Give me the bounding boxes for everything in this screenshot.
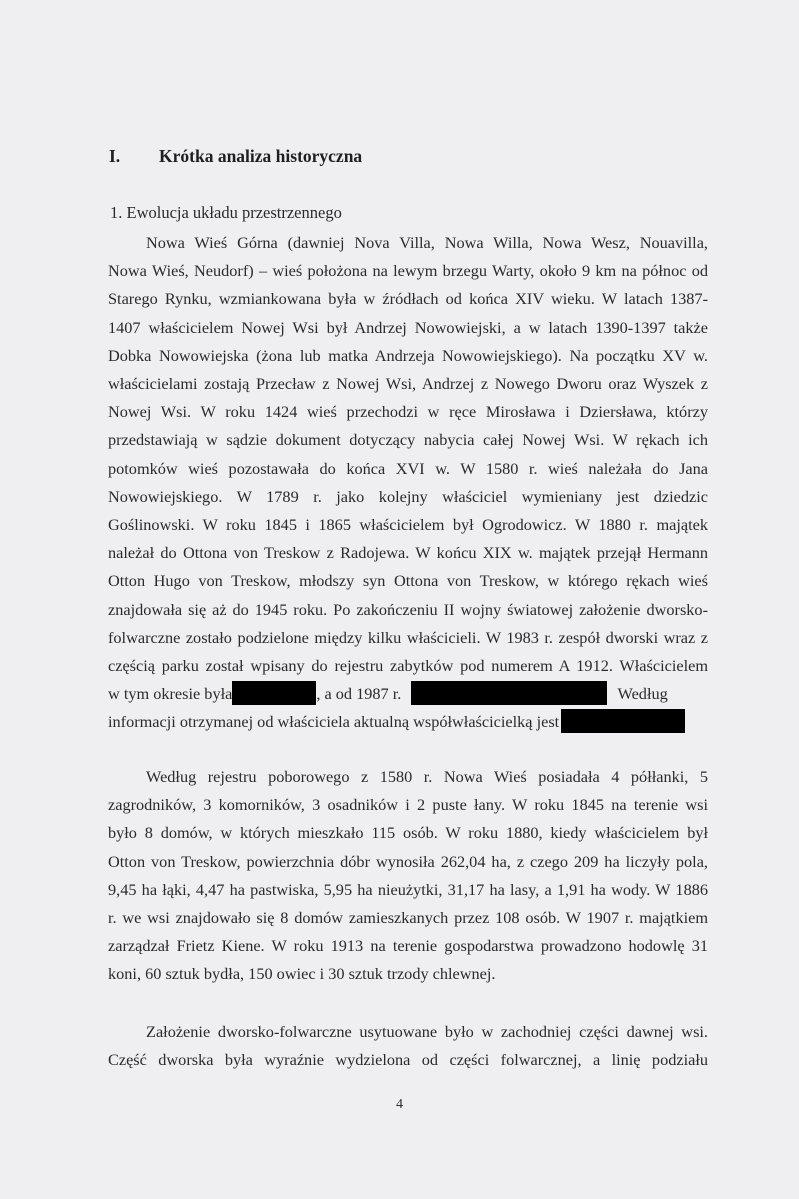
- text-line: Starego Rynku, wzmiankowana była w źródłach od końca XIV wieku. W latach 1387-: [108, 289, 708, 309]
- text-line: Nowej Wsi. W roku 1424 wieś przechodzi w ręce Mirosława i Dziersława, którzy: [108, 402, 708, 422]
- subsection-heading: 1. Ewolucja układu przestrzennego: [110, 203, 342, 222]
- redacted-line-2: [108, 708, 708, 736]
- text-fragment: informacji otrzymanej od właściciela aktualną współwłaścicielką jest: [108, 712, 560, 732]
- paragraph-2: [108, 763, 708, 989]
- section-number: I.: [109, 146, 121, 166]
- section-heading: [109, 146, 362, 167]
- text-line: r. we wsi znajdowało się 8 domów zamieszkanych przez 108 osób. W 1907 r. majątkiem: [108, 908, 708, 928]
- text-line: folwarczne zostało podzielone między kilku właścicieli. W 1983 r. zespół dworski wraz z: [108, 627, 708, 647]
- redaction-block: [561, 709, 685, 733]
- redaction-block: [411, 681, 607, 705]
- text-line: potomków wieś pozostawała do końca XVI w. W 1580 r. wieś należała do Jana: [108, 458, 708, 478]
- paragraph-1: [108, 229, 708, 737]
- text-line: częścią parku został wpisany do rejestru zabytków pod numerem A 1912. Właścicielem: [108, 656, 708, 676]
- redacted-line-1: [108, 680, 708, 708]
- text-line: Otton von Treskow, powierzchnia dóbr wynosiła 262,04 ha, z czego 209 ha liczyły pola,: [108, 851, 708, 871]
- text-line: zarządzał Frietz Kiene. W roku 1913 na terenie gospodarstwa prowadzono hodowlę 31: [108, 936, 708, 956]
- text-line: Nowowiejskiego. W 1789 r. jako kolejny właściciel wymieniany jest dziedzic: [108, 486, 708, 506]
- text-line: Dobka Nowowiejska (żona lub matka Andrzeja Nowowiejskiego). Na początku XV w.: [108, 345, 708, 365]
- section-title: Krótka analiza historyczna: [159, 146, 363, 166]
- text-line: przedstawiają w sądzie dokument dotyczący nabycia całej Nowej Wsi. W rękach ich: [108, 430, 708, 450]
- text-line: Nowa Wieś Górna (dawniej Nova Villa, Nowa Willa, Nowa Wesz, Nouavilla,: [146, 233, 708, 252]
- text-line: koni, 60 sztuk bydła, 150 owiec i 30 sztuk trzody chlewnej.: [108, 964, 496, 984]
- text-line: Nowa Wieś, Neudorf) – wieś położona na lewym brzegu Warty, około 9 km na północ od: [108, 261, 708, 281]
- paragraph-3: [108, 1018, 708, 1074]
- text-fragment: w tym okresie była: [108, 684, 233, 704]
- text-line: było 8 domów, w których mieszkało 115 osób. W roku 1880, kiedy właścicielem był: [108, 823, 708, 843]
- redaction-block: [232, 681, 316, 705]
- text-line: znajdowała się aż do 1945 roku. Po zakończeniu II wojny światowej założenie dworsko-: [108, 599, 708, 619]
- text-fragment: Według: [617, 684, 668, 704]
- text-line: właścicielami zostają Przecław z Nowej Wsi, Andrzej z Nowego Dworu oraz Wyszek z: [108, 374, 708, 394]
- text-line: 1407 właścicielem Nowej Wsi był Andrzej Nowowiejski, a w latach 1390-1397 także: [108, 317, 708, 337]
- text-line: Część dworska była wyraźnie wydzielona od części folwarcznej, a linię podziału: [108, 1050, 708, 1070]
- text-line: Goślinowski. W roku 1845 i 1865 właścicielem był Ogrodowicz. W 1880 r. majątek: [108, 515, 708, 535]
- text-line: 9,45 ha łąki, 4,47 ha pastwiska, 5,95 ha nieużytki, 31,17 ha lasy, a 1,91 ha wody. W 1886: [108, 879, 708, 899]
- text-line: Założenie dworsko-folwarczne usytuowane było w zachodniej części dawnej wsi.: [146, 1022, 708, 1041]
- text-line: Otton Hugo von Treskow, młodszy syn Ottona von Treskow, w którego rękach wieś: [108, 571, 708, 591]
- page-number: 4: [396, 1097, 403, 1112]
- text-line: należał do Ottona von Treskow z Radojewa. W końcu XIX w. majątek przejął Hermann: [108, 543, 708, 563]
- text-line: zagrodników, 3 komorników, 3 osadników i 2 puste łany. W roku 1845 na terenie wsi: [108, 795, 708, 815]
- text-line: Według rejestru poborowego z 1580 r. Nowa Wieś posiadała 4 półłanki, 5: [146, 767, 708, 786]
- text-fragment: , a od 1987 r.: [316, 684, 402, 704]
